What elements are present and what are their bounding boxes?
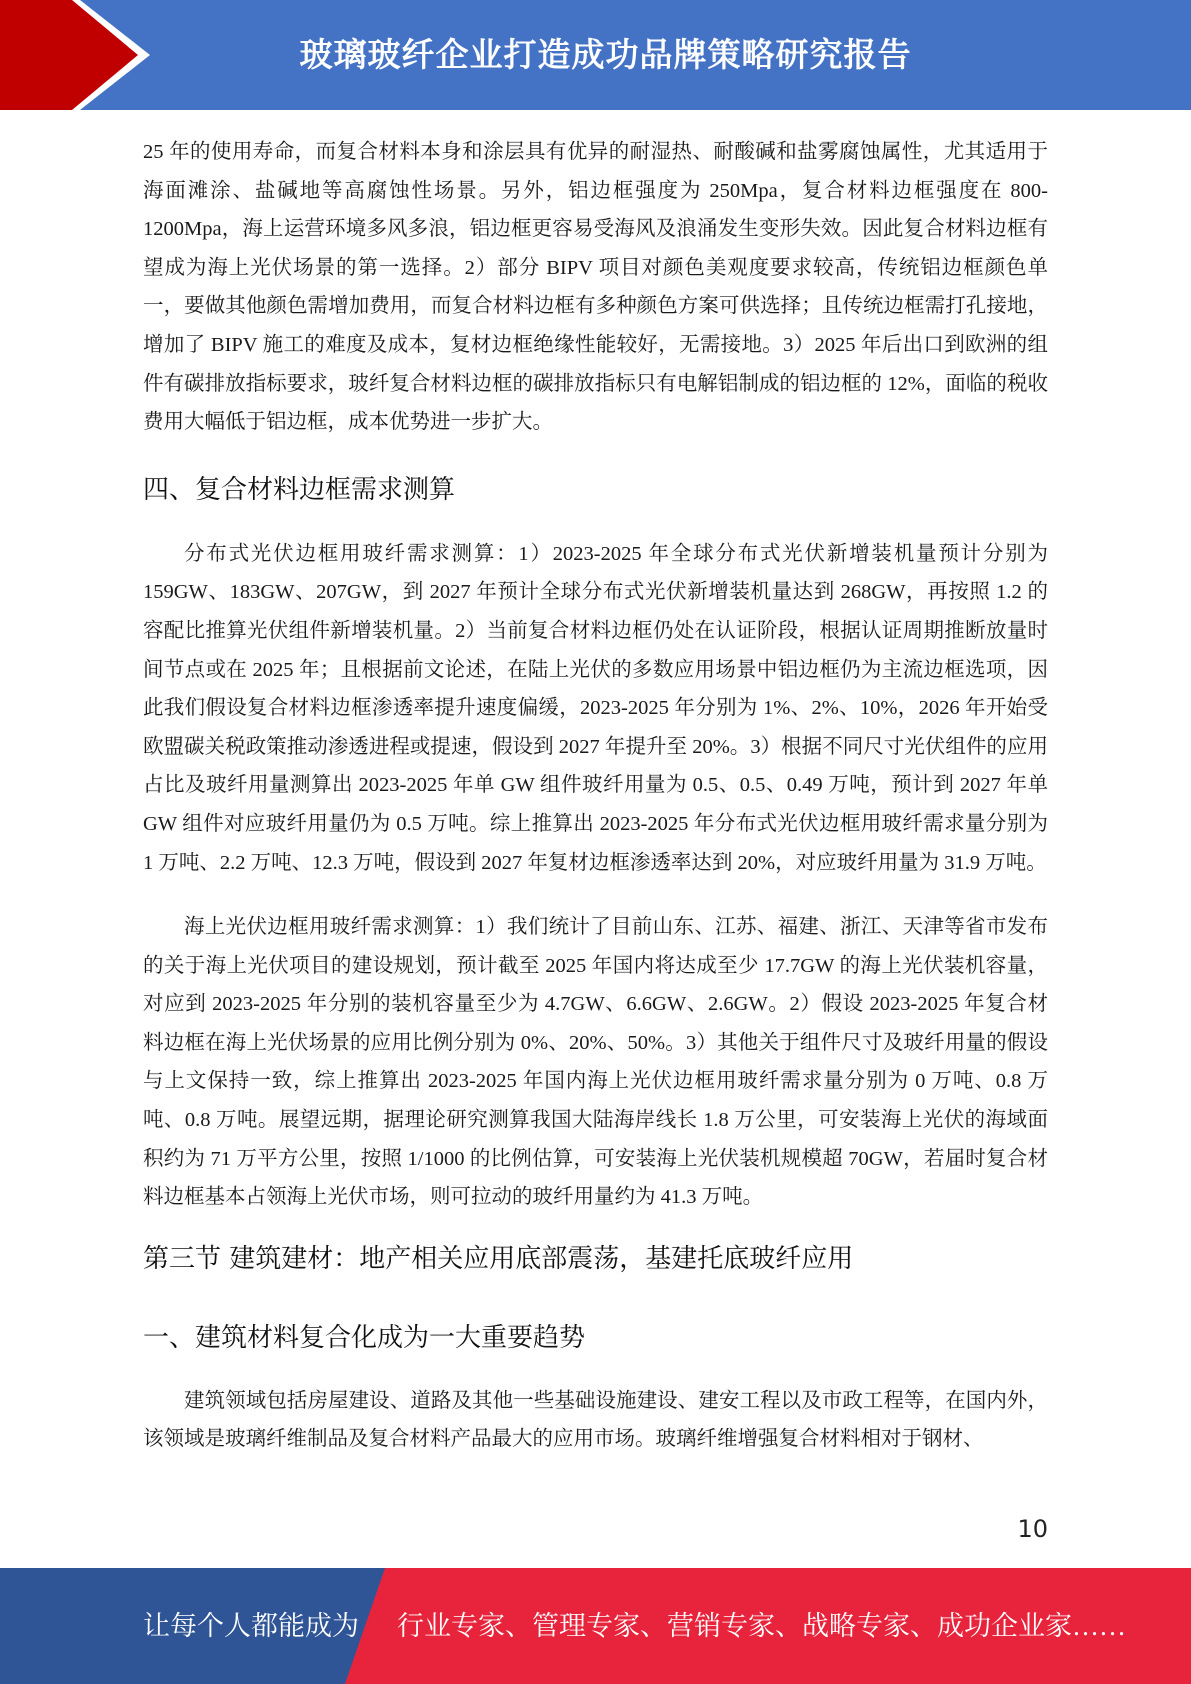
section-heading-building-materials: 第三节 建筑建材：地产相关应用底部震荡，基建托底玻纤应用 (143, 1243, 854, 1274)
subsection-heading-composite-trend: 一、建筑材料复合化成为一大重要趋势 (143, 1322, 586, 1353)
page-content (143, 133, 1048, 1459)
paragraph-offshore-pv-demand: 海上光伏边框用玻纤需求测算：1）我们统计了目前山东、江苏、福建、浙江、天津等省市发布的关于海上光伏项目的建设规划，预计截至 2025 年国内将达成至少 17.7GW 的海上光伏装机容量，对应到 2023-2025 年分别的装机容量至少为 4.7GW、6.6GW、2.6GW。2）假设 2023-2025 年复合材料边框在海上光伏场景的应用比例分别为 0%、20%、50%。3）其他关于组件尺寸及玻纤用量的假设与上文保持一致，综上推算出 2023-2025 年国内海上光伏边框用玻纤需求量分别为 0 万吨、0.8 万吨、0.8 万吨。展望远期，据理论研究测算我国大陆海岸线长 1.8 万公里，可安装海上光伏的海域面积约为 71 万平方公里，按照 1/1000 的比例估算，可安装海上光伏装机规模超 70GW，若届时复合材料边框基本占领海上光伏市场，则可拉动的玻纤用量约为 41.3 万吨。 (143, 916, 1048, 1209)
paragraph-frame-advantages: 25 年的使用寿命，而复合材料本身和涂层具有优异的耐湿热、耐酸碱和盐雾腐蚀属性，尤其适用于海面滩涂、盐碱地等高腐蚀性场景。另外，铝边框强度为 250Mpa，复合材料边框强度在 800-1200Mpa，海上运营环境多风多浪，铝边框更容易受海风及浪涌发生变形失效。因此复合材料边框有望成为海上光伏场景的第一选择。2）部分 BIPV 项目对颜色美观度要求较高，传统铝边框颜色单一，要做其他颜色需增加费用，而复合材料边框有多种颜色方案可供选择；且传统边框需打孔接地，增加了 BIPV 施工的难度及成本，复材边框绝缘性能较好，无需接地。3）2025 年后出口到欧洲的组件有碳排放指标要求，玻纤复合材料边框的碳排放指标只有电解铝制成的铝边框的 12%，面临的税收费用大幅低于铝边框，成本优势进一步扩大。 (143, 141, 1048, 434)
section-heading-demand-estimate: 四、复合材料边框需求测算 (143, 474, 456, 505)
footer-slogan-right: 行业专家、管理专家、营销专家、战略专家、成功企业家…… (397, 1611, 1126, 1641)
page-header (0, 0, 1191, 110)
footer-slogan-left: 让每个人都能成为 (143, 1611, 359, 1641)
paragraph-distributed-pv-demand: 分布式光伏边框用玻纤需求测算：1）2023-2025 年全球分布式光伏新增装机量预计分别为 159GW、183GW、207GW，到 2027 年预计全球分布式光伏新增装机量达到 268GW，再按照 1.2 的容配比推算光伏组件新增装机量。2）当前复合材料边框仍处在认证阶段，根据认证周期推断放量时间节点或在 2025 年；且根据前文论述，在陆上光伏的多数应用场景中铝边框仍为主流边框选项，因此我们假设复合材料边框渗透率提升速度偏缓，2023-2025 年分别为 1%、2%、10%，2026 年开始受欧盟碳关税政策推动渗透进程或提速，假设到 2027 年提升至 20%。3）根据不同尺寸光伏组件的应用占比及玻纤用量测算出 2023-2025 年单 GW 组件玻纤用量为 0.5、0.5、0.49 万吨，预计到 2027 年单 GW 组件对应玻纤用量仍为 0.5 万吨。综上推算出 2023-2025 年分布式光伏边框用玻纤需求量分别为 1 万吨、2.2 万吨、12.3 万吨，假设到 2027 年复材边框渗透率达到 20%，对应玻纤用量为 31.9 万吨。 (143, 542, 1048, 874)
paragraph-construction-sector: 建筑领域包括房屋建设、道路及其他一些基础设施建设、建安工程以及市政工程等，在国内外，该领域是玻璃纤维制品及复合材料产品最大的应用市场。玻璃纤维增强复合材料相对于钢材、 (143, 1389, 1048, 1451)
page-number: 10 (1017, 1515, 1048, 1543)
report-title: 玻璃玻纤企业打造成功品牌策略研究报告 (299, 35, 912, 74)
page-footer (0, 1568, 1191, 1684)
